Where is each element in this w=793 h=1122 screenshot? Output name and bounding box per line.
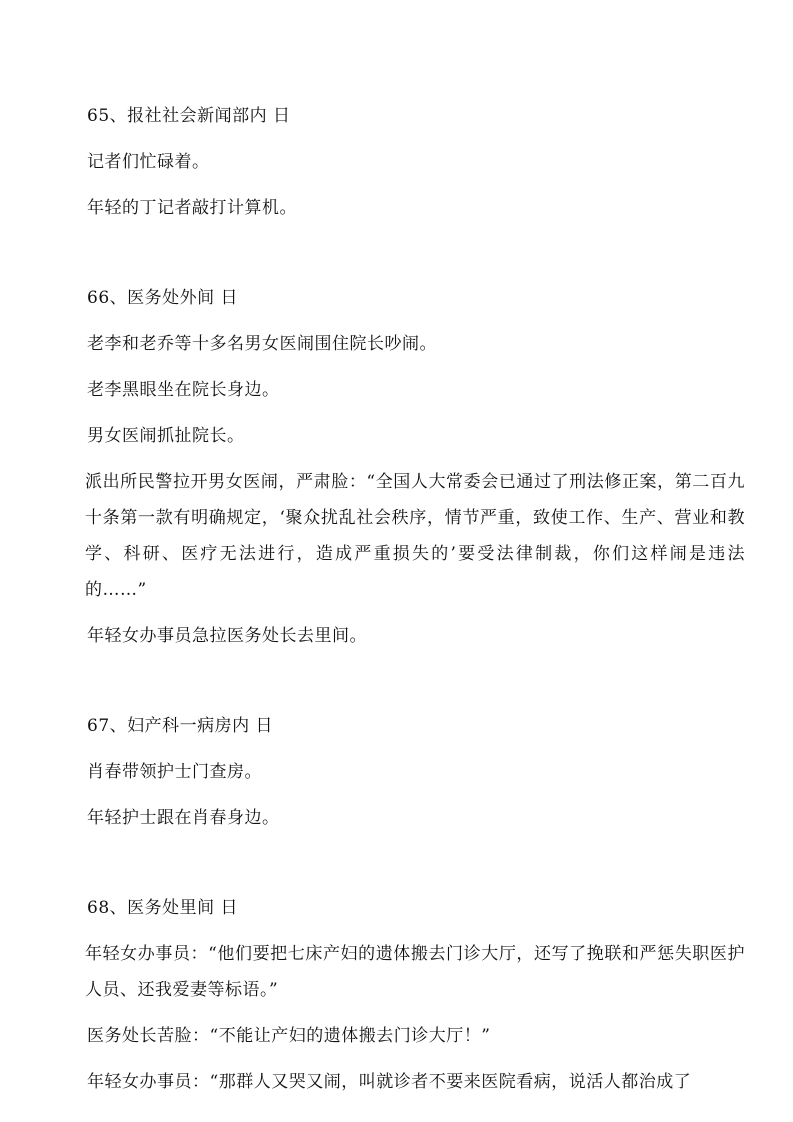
scene-68 xyxy=(87,890,747,1100)
scene-66 xyxy=(87,280,747,654)
scene-paragraph: 年轻女办事员：“他们要把七床产妇的遗体搬去门诊大厅，还写了挽联和严惩失职医护人员、还我爱妻等标语。” xyxy=(85,944,745,1000)
scene-paragraph: 肖春带领护士门查房。 xyxy=(87,762,262,782)
scene-heading: 68、医务处里间 日 xyxy=(87,898,239,918)
scene-paragraph: 老李和老乔等十多名男女医闹围住院长吵闹。 xyxy=(87,334,437,354)
scene-paragraph: 年轻的丁记者敲打计算机。 xyxy=(87,198,297,218)
scene-heading: 66、医务处外间 日 xyxy=(87,288,239,308)
scene-paragraph: 年轻护士跟在肖春身边。 xyxy=(87,808,280,828)
script-content xyxy=(87,98,747,1110)
scene-paragraph: 记者们忙碌着。 xyxy=(87,152,210,172)
scene-heading: 65、报社社会新闻部内 日 xyxy=(87,106,291,126)
scene-paragraph: 老李黑眼坐在院长身边。 xyxy=(87,380,280,400)
scene-paragraph: 派出所民警拉开男女医闹，严肃脸：“全国人大常委会已通过了刑法修正案，第二百九十条第一款有明确规定，‘聚众扰乱社会秩序，情节严重，致使工作、生产、营业和教学、科研、医疗无法进行，造成严重损失的’要受法律制裁，你们这样闹是违法的……” xyxy=(85,472,745,600)
scene-heading: 67、妇产科一病房内 日 xyxy=(87,716,274,736)
scene-paragraph: 男女医闹抓扯院长。 xyxy=(87,426,245,446)
scene-paragraph: 医务处长苦脸：“不能让产妇的遗体搬去门诊大厅！” xyxy=(87,1026,491,1046)
scene-67 xyxy=(87,708,747,836)
scene-paragraph: 年轻女办事员急拉医务处长去里间。 xyxy=(87,626,367,646)
scene-65 xyxy=(87,98,747,226)
scene-paragraph: 年轻女办事员：“那群人又哭又闹，叫就诊者不要来医院看病，说活人都治成了 xyxy=(87,1072,692,1092)
